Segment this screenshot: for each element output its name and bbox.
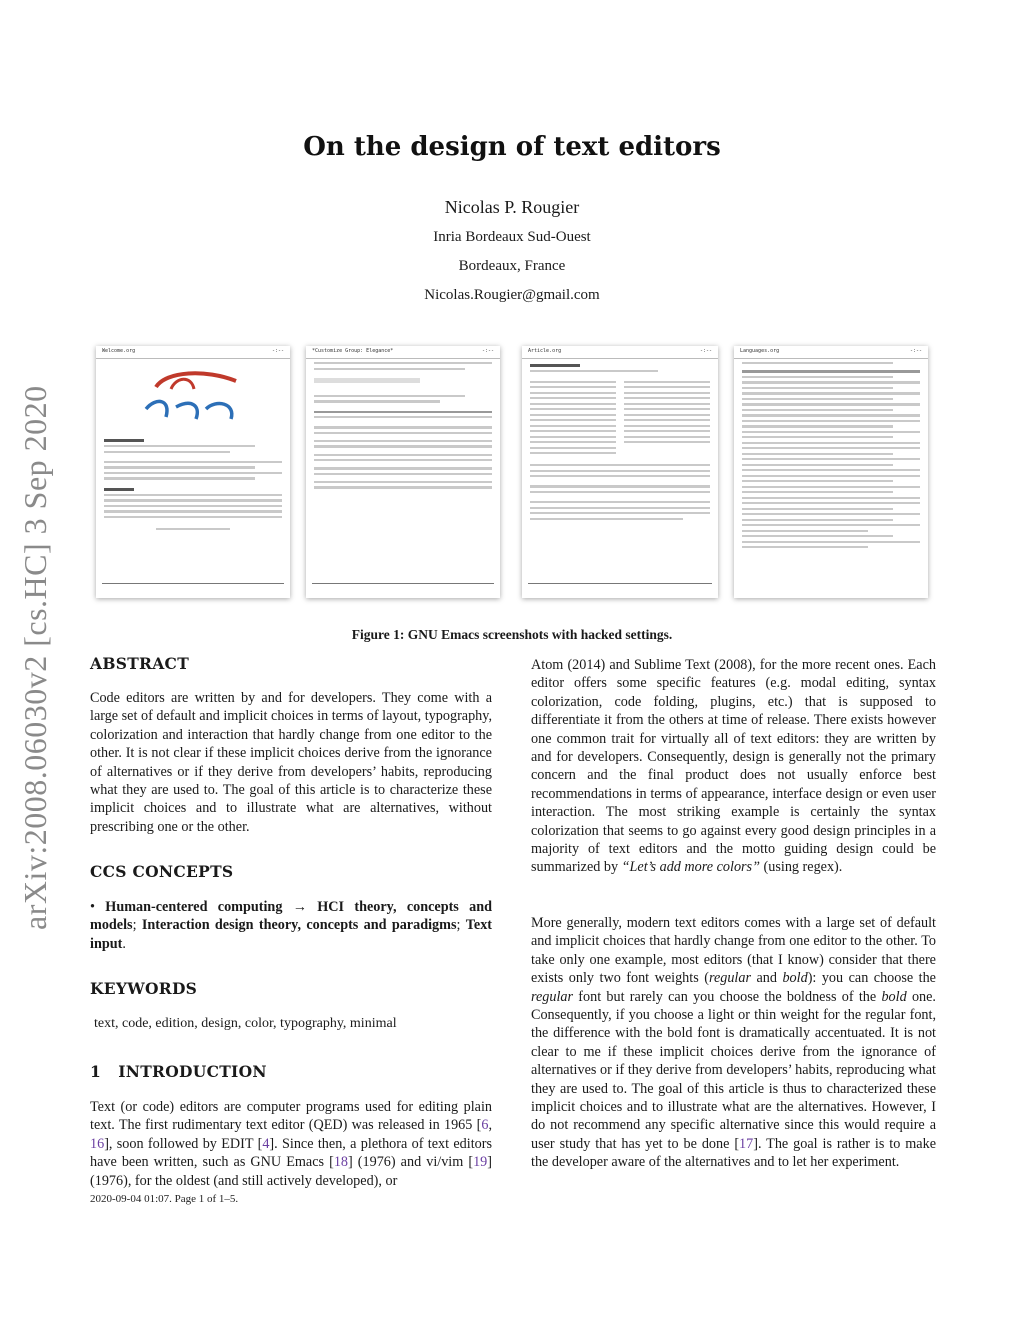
- screenshot-label: Article.org: [528, 348, 562, 354]
- citation-link[interactable]: 17: [739, 1135, 754, 1152]
- page-footer: 2020-09-04 01:07. Page 1 of 1–5.: [90, 1193, 239, 1205]
- ccs-concepts: • Human-centered computing → HCI theory, concepts and models; Interaction design theory, concepts and paradigms; Text input.: [90, 899, 493, 952]
- paper-title: On the design of text editors: [303, 132, 721, 162]
- screenshot-label: *Customize Group: Elegance*: [312, 348, 394, 354]
- keywords-heading: KEYWORDS: [90, 979, 198, 998]
- affiliation-institute: Inria Bordeaux Sud-Ouest: [433, 229, 591, 245]
- abstract-heading: ABSTRACT: [90, 654, 190, 673]
- abstract-text: Code editors are written by and for developers. They come with a large set of default and implicit choices in terms of layout, typography, colorization and interaction that hardly change from one editor to the other. It is not clear if these implicit choices derive from the ignorance of alternatives or if they derive from developers’ habits, reproducing what they are used to. The goal of this article is to characterize these implicit choices and to illustrate what are alternatives, without prescribing one or the other.: [90, 690, 492, 835]
- keywords-text: text, code, edition, design, color, typography, minimal: [94, 1016, 397, 1031]
- ccs-heading: CCS CONCEPTS: [90, 862, 234, 881]
- emacs-logo-image: [96, 359, 290, 429]
- intro-paragraph-1: Text (or code) editors are computer programs used for editing plain text. The first rudimentary text editor (QED) was released in 1965 [6, 16], soon followed by EDIT [4]. Since then, a plethora of text editors have been written, such as GNU Emacs [18] (1976) and vi/vim [19] (1976), for the oldest (and still actively developed), or: [90, 1099, 492, 1189]
- citation-link[interactable]: 18: [333, 1154, 349, 1171]
- citation-link[interactable]: 4: [262, 1135, 270, 1152]
- screenshot-label: Welcome.org: [102, 348, 136, 354]
- figure-caption: Figure 1: GNU Emacs screenshots with hacked settings.: [351, 627, 673, 642]
- intro-paragraph-2: Atom (2014) and Sublime Text (2008), for the more recent ones. Each editor offers some specific features (e.g. modal editing, syntax colorization, code folding, plugins, etc.) that is supposed to differentiate it from the others at time of release. There exists however one common trait for virtually all of text editors: they are written by and for developers. Consequently, design is generally not the primary concern and the final product does not usually enforce best recommendations in terms of appearance, interface design or even user interaction. The most striking example is certainly the syntax colorization that seems to go against every good design principles in a majority of text editors and the motto guiding design could be summarized by “Let’s add more colors” (using regex).: [531, 657, 936, 876]
- screenshot-label: Languages.org: [740, 348, 780, 354]
- affiliation-city: Bordeaux, France: [458, 258, 566, 274]
- intro-heading: 1 INTRODUCTION: [90, 1062, 267, 1081]
- screenshot-customize: *Customize Group: Elegance* -:--: [306, 346, 500, 598]
- citation-link[interactable]: 16: [90, 1135, 105, 1152]
- intro-paragraph-3: More generally, modern text editors comes with a large set of default and implicit choices that hardly change from one editor to the other. To take only one example, most editors (that I know) consider that there exists only two font weights (regular and bold): you can choose the regular font but rarely can you choose the boldness of the bold one. Consequently, if you choose a light or thin weight for the regular font, the difference with the bold font is dramatically accentuated. It is not clear to me if these implicit choices derive from the ignorance of alternatives or if they derive from developers’ habits, reproducing what they are used to. The goal of this article is thus to characterized these implicit choices and to illustrate what are the alternatives. However, I do not recommend any specific alternative since this would require a user study that has yet to be done [17]. The goal is rather is to make the developer aware of the alternatives and to let her experiment.: [531, 915, 936, 1171]
- author-email: Nicolas.Rougier@gmail.com: [424, 287, 600, 303]
- citation-link[interactable]: 6: [481, 1117, 489, 1134]
- screenshot-article: Article.org -:--: [522, 346, 718, 598]
- arxiv-stamp: arXiv:2008.06030v2 [cs.HC] 3 Sep 2020: [17, 385, 53, 930]
- citation-link[interactable]: 19: [473, 1154, 488, 1171]
- screenshot-languages: Languages.org -:--: [734, 346, 928, 598]
- author-name: Nicolas P. Rougier: [444, 197, 580, 217]
- screenshot-welcome: Welcome.org -:--: [96, 346, 290, 598]
